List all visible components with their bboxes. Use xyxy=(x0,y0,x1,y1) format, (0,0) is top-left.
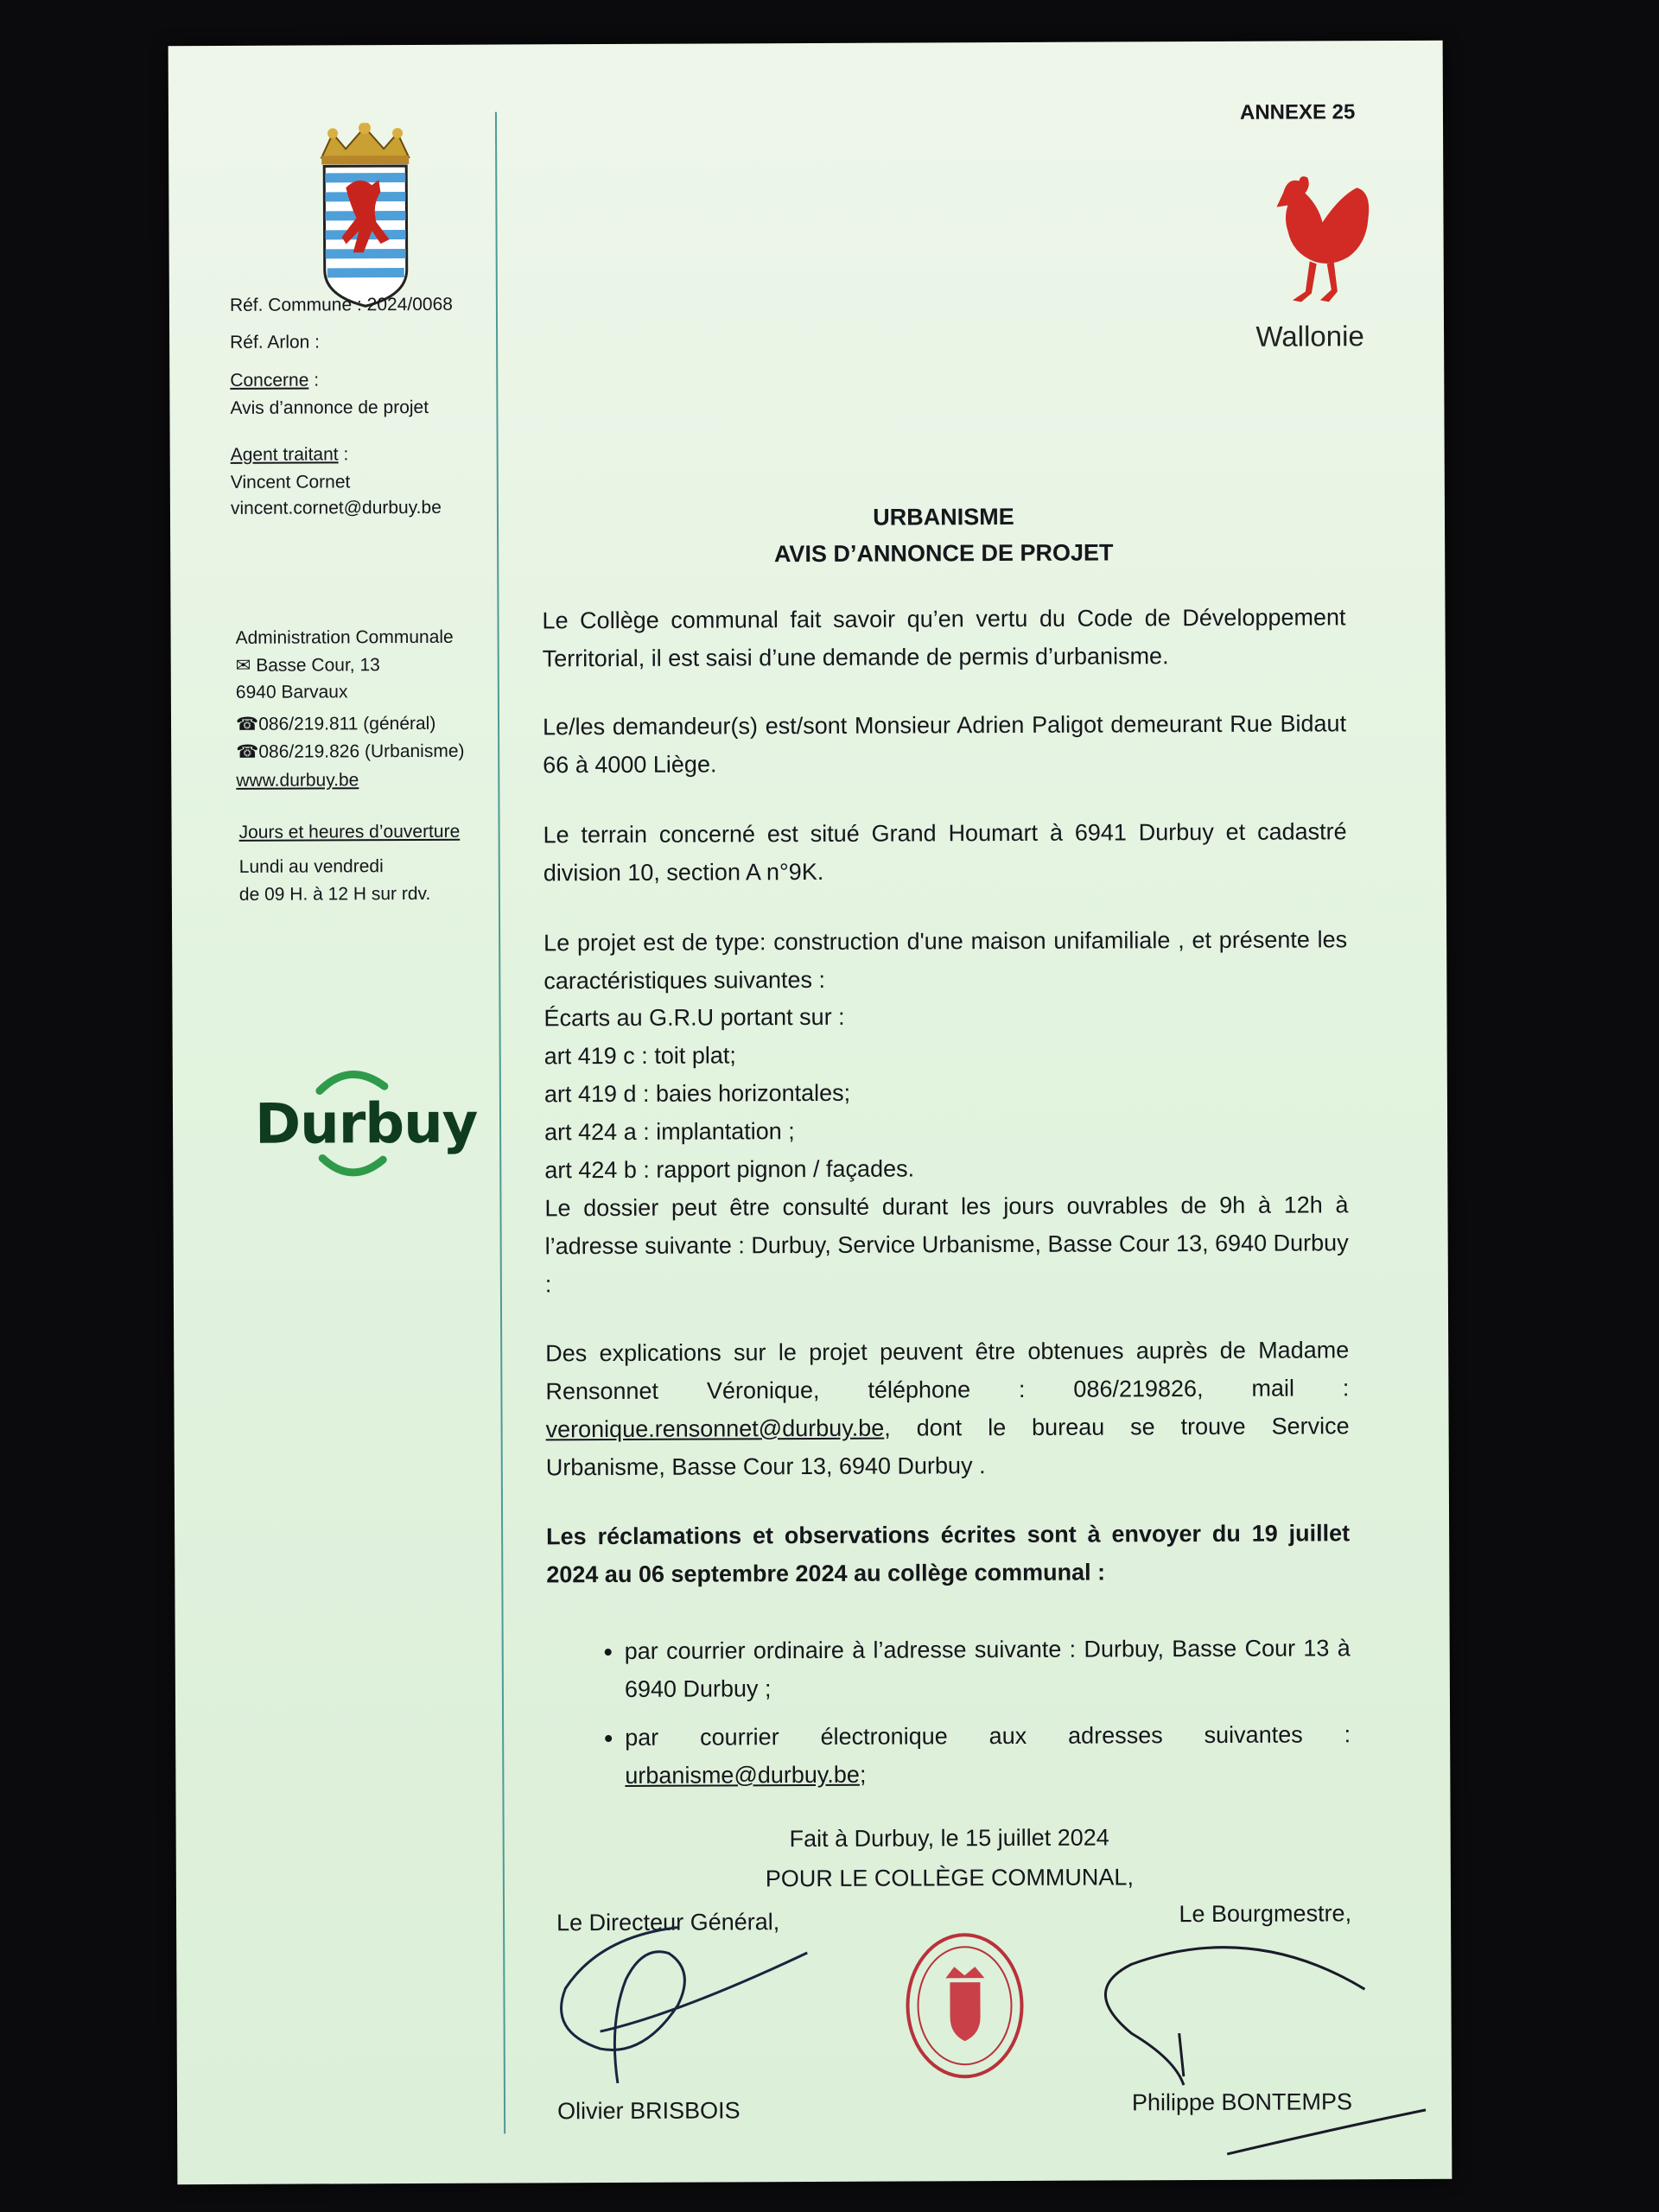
paragraph-demandeur: Le/les demandeur(s) est/sont Monsieur Adrien Paligot demeurant Rue Bidaut 66 à 4000 Liège. xyxy=(542,710,1347,779)
ref-arlon: Réf. Arlon : xyxy=(230,332,321,353)
agent-label: Agent traitant xyxy=(230,444,339,465)
urbanisme-email-link[interactable]: urbanisme@durbuy.be xyxy=(625,1761,860,1789)
seal-icon xyxy=(902,1930,1028,2082)
directeur-label: Le Directeur Général, xyxy=(556,1909,780,1936)
wallonie-label: Wallonie xyxy=(1255,320,1364,353)
ecart-item: art 419 c : toit plat; xyxy=(543,1042,736,1070)
durbuy-logo-text: Durbuy xyxy=(254,1091,478,1157)
admin-title: Administration Communale xyxy=(235,626,454,648)
ecart-item: art 424 a : implantation ; xyxy=(544,1118,795,1146)
coat-of-arms-icon xyxy=(311,123,420,309)
notice-title xyxy=(542,497,1345,573)
directeur-signature-icon xyxy=(548,1918,825,2083)
paragraph-terrain: Le terrain concerné est situé Grand Houmart à 6941 Durbuy et cadastré division 10, section A n°9K. xyxy=(543,818,1347,887)
bourgmestre-name: Philippe BONTEMPS xyxy=(1131,2088,1353,2116)
pour-college: POUR LE COLLÈGE COMMUNAL, xyxy=(765,1864,1134,1892)
durbuy-logo xyxy=(254,1056,478,1195)
column-divider xyxy=(495,112,505,2134)
annex-label: ANNEXE 25 xyxy=(1239,100,1356,124)
notice-document xyxy=(168,41,1452,2184)
admin-street: Basse Cour, 13 xyxy=(256,654,380,676)
paragraph-college: Le Collège communal fait savoir qu’en vertu du Code de Développement Territorial, il est saisi d’une demande de permis d’urbanisme. xyxy=(542,604,1346,672)
phone-urbanisme: 086/219.826 (Urbanisme) xyxy=(258,741,465,762)
bourgmestre-signature-icon xyxy=(1079,1929,1443,2172)
agent-block xyxy=(231,441,351,496)
veronique-email-link[interactable]: veronique.rensonnet@durbuy.be xyxy=(545,1414,885,1443)
bullet-electronique-text: par courrier électronique aux adresses suivantes : xyxy=(625,1721,1351,1751)
ref-commune: Réf. Commune : 2024/0068 xyxy=(229,294,453,315)
ecart-item: art 419 d : baies horizontales; xyxy=(543,1079,851,1108)
hours-time: de 09 H. à 12 H sur rdv. xyxy=(238,883,431,905)
website-link[interactable]: www.durbuy.be xyxy=(236,770,359,791)
fait-date: Fait à Durbuy, le 15 juillet 2024 xyxy=(789,1824,1109,1853)
phone-block xyxy=(236,710,465,766)
ecarts-block xyxy=(543,995,1348,1189)
hours-days: Lundi au vendredi xyxy=(238,856,384,877)
agent-name: Vincent Cornet xyxy=(230,471,351,493)
municipal-seal xyxy=(902,1930,1028,2082)
ecarts-title: Écarts au G.R.U portant sur : xyxy=(543,1003,845,1032)
title-urbanisme: URBANISME xyxy=(873,503,1014,531)
concerne-block xyxy=(230,366,429,422)
bullet-electronique xyxy=(625,1715,1351,1795)
sidebar xyxy=(229,45,488,1157)
ecart-item: art 424 b : rapport pignon / façades. xyxy=(544,1155,915,1184)
signature-header xyxy=(548,1816,1351,1899)
phone-general: 086/219.811 (général) xyxy=(258,713,436,734)
agent-colon: : xyxy=(338,444,349,465)
admin-block xyxy=(236,624,454,707)
agent-email: vincent.cornet@durbuy.be xyxy=(230,497,442,518)
phone-icon: ☎ xyxy=(235,714,259,734)
paragraph-reclamations: Les réclamations et observations écrites sont à envoyer du 19 juillet 2024 au 06 septembre 2024 au collège communal : xyxy=(546,1520,1351,1588)
contact-methods xyxy=(547,1629,1351,1805)
main-content xyxy=(540,41,1364,2125)
envelope-icon: ✉ xyxy=(235,655,251,676)
admin-city: 6940 Barvaux xyxy=(235,682,348,702)
paragraph-dossier: Le dossier peut être consulté durant les jours ouvrables de 9h à 12h à l’adresse suivante : Durbuy, Service Urbanisme, Basse Cour 13, 6940 Durbuy : xyxy=(544,1192,1349,1298)
title-avis: AVIS D’ANNONCE DE PROJET xyxy=(773,539,1114,568)
explications-text: Des explications sur le projet peuvent être obtenues auprès de Madame Rensonnet Véronique, téléphone : 086/219826, mail : xyxy=(545,1337,1350,1405)
paragraph-explications xyxy=(545,1331,1350,1486)
explications-text-end: , dont le bureau se trouve Service Urbanisme, Basse Cour 13, 6940 Durbuy . xyxy=(545,1413,1350,1481)
hours-title: Jours et heures d’ouverture xyxy=(238,821,461,842)
wallonie-rooster-icon xyxy=(1257,170,1379,309)
bullet-electronique-end: ; xyxy=(859,1761,867,1788)
phone-icon: ☎ xyxy=(236,741,259,762)
concerne-colon: : xyxy=(308,370,320,391)
concerne-value: Avis d’annonce de projet xyxy=(230,397,429,418)
concerne-label: Concerne xyxy=(230,370,309,391)
directeur-name: Olivier BRISBOIS xyxy=(556,2097,741,2125)
hours-block xyxy=(239,853,431,908)
bourgmestre-label: Le Bourgmestre, xyxy=(1179,1900,1352,1928)
paragraph-projet: Le projet est de type: construction d'une maison unifamiliale , et présente les caractéristiques suivantes : xyxy=(543,926,1348,995)
bullet-courrier: • par courrier ordinaire à l’adresse suivante : Durbuy, Basse Cour 13 à 6940 Durbuy ; xyxy=(625,1629,1351,1708)
